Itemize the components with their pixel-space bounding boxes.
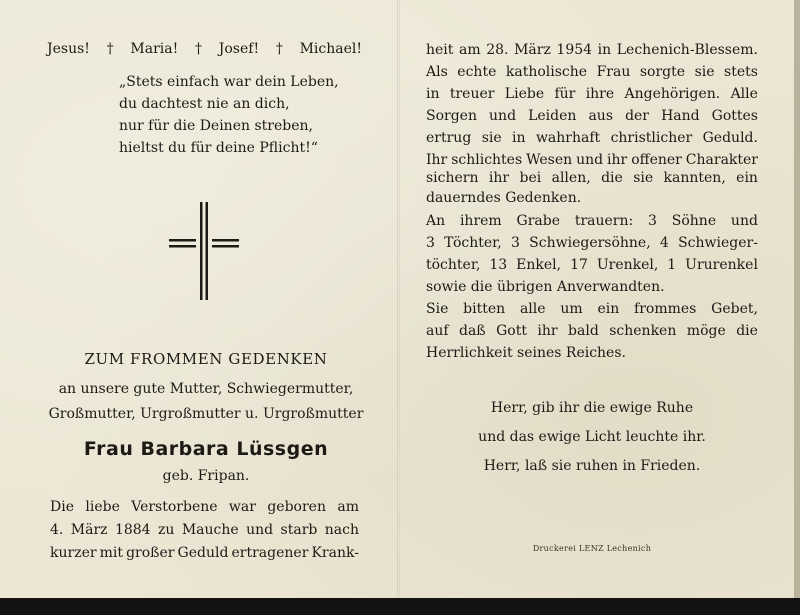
word: war: [228, 499, 256, 515]
text-line: [426, 258, 758, 272]
word: am: [337, 499, 359, 515]
word: wahrhaft: [535, 130, 601, 146]
word: in: [597, 42, 612, 58]
word: alle: [519, 301, 546, 317]
word: sie: [633, 170, 654, 186]
cross-icon: [169, 202, 239, 300]
word: töchter,: [426, 257, 481, 273]
text-line: [426, 236, 758, 250]
word: in: [426, 86, 440, 102]
word: trauern:: [574, 213, 634, 229]
word: großer: [126, 545, 175, 561]
word: Geduld: [177, 545, 229, 561]
word: allen,: [551, 170, 591, 186]
word: Sorgen: [426, 108, 477, 124]
card-fold: [397, 0, 400, 598]
text-line: [426, 214, 758, 228]
word: sie: [694, 64, 715, 80]
poem-line: „Stets einfach war dein Leben,: [119, 74, 339, 90]
word: Die: [50, 499, 74, 515]
word: Krank-: [311, 545, 359, 561]
word: katholische: [505, 64, 588, 80]
word: schlichtes: [451, 152, 523, 168]
word: sie: [481, 130, 502, 146]
word: um: [560, 301, 583, 317]
word: Enkel,: [516, 257, 562, 273]
word: offener: [631, 152, 682, 168]
word: 1954: [556, 42, 593, 58]
printer-imprint: Druckerei LENZ Lechenich: [532, 544, 652, 553]
word: 3: [426, 235, 435, 251]
dagger-icon: †: [275, 41, 283, 57]
word: Verstorbene: [131, 499, 218, 515]
prayer-line-1: Herr, gib ihr die ewige Ruhe: [490, 400, 694, 416]
word: März: [70, 522, 108, 538]
word: treuer: [449, 86, 495, 102]
word: ihr: [607, 152, 628, 168]
word: in: [512, 130, 526, 146]
word: Ihr: [426, 152, 448, 168]
word: für: [554, 86, 576, 102]
word: und: [246, 522, 274, 538]
word: ihre: [585, 86, 615, 102]
word: Ururenkel: [685, 257, 758, 273]
word: frommes: [634, 301, 697, 317]
memorial-heading: ZUM FROMMEN GEDENKEN: [84, 350, 328, 368]
word: 1: [667, 257, 677, 273]
word: ertrug: [426, 130, 472, 146]
word: Frau: [596, 64, 631, 80]
word: daß: [458, 323, 486, 339]
biography-last-line: dauerndes Gedenken.: [426, 190, 582, 206]
invocation-word: Josef!: [218, 41, 260, 57]
text-line: [426, 153, 758, 167]
dagger-icon: †: [106, 41, 114, 57]
word: Gottes: [711, 108, 758, 124]
word: 3: [511, 235, 520, 251]
text-line: [426, 65, 758, 79]
word: Als: [426, 64, 448, 80]
prayer-request-last-line: Herrlichkeit seines Reiches.: [426, 345, 626, 361]
word: christlicher: [610, 130, 693, 146]
invocation-word: Michael!: [299, 41, 362, 57]
word: sorgte: [639, 64, 686, 80]
invocation-line: [47, 42, 362, 56]
word: 1884: [114, 522, 151, 538]
word: ihr: [537, 323, 558, 339]
word: Alle: [730, 86, 758, 102]
text-line: [50, 546, 359, 560]
word: stets: [724, 64, 758, 80]
word: ihr: [488, 170, 510, 186]
word: 3: [648, 213, 657, 229]
word: und: [576, 152, 604, 168]
word: Gebet,: [711, 301, 758, 317]
word: bald: [568, 323, 599, 339]
word: starb: [280, 522, 318, 538]
text-line: [50, 523, 359, 537]
dagger-icon: †: [195, 41, 202, 57]
word: ertragener: [231, 545, 309, 561]
word: zu: [158, 522, 175, 538]
text-line: [50, 500, 359, 514]
word: An: [426, 213, 446, 229]
word: schenken: [609, 323, 677, 339]
word: März: [514, 42, 551, 58]
word: kannten,: [663, 170, 726, 186]
word: ein: [736, 170, 758, 186]
dedication-line-2: Großmutter, Urgroßmutter u. Urgroßmutter: [48, 406, 364, 422]
word: Söhne: [671, 213, 717, 229]
word: Schwiegersöhne,: [529, 235, 651, 251]
word: Charakter: [685, 152, 758, 168]
text-line: [426, 302, 758, 316]
word: sichern: [426, 170, 479, 186]
word: 4.: [50, 522, 64, 538]
word: ein: [597, 301, 620, 317]
word: Töchter,: [444, 235, 502, 251]
text-line: [426, 109, 758, 123]
word: echte: [457, 64, 497, 80]
prayer-line-2: und das ewige Licht leuchte ihr.: [478, 429, 706, 445]
word: 13: [489, 257, 508, 273]
word: Angehörigen.: [624, 86, 721, 102]
word: Urenkel,: [596, 257, 659, 273]
word: am: [459, 42, 481, 58]
word: Hand: [661, 108, 700, 124]
prayer-line-3: Herr, laß sie ruhen in Frieden.: [483, 458, 701, 474]
word: Leiden: [528, 108, 577, 124]
word: nach: [324, 522, 359, 538]
scan-background: [0, 598, 800, 615]
word: Grabe: [516, 213, 560, 229]
mourners-last-line: sowie die übrigen Anverwandten.: [426, 279, 665, 295]
text-line: [426, 43, 758, 57]
word: bei: [519, 170, 542, 186]
word: Wesen: [526, 152, 573, 168]
word: und: [489, 108, 517, 124]
word: Mauche: [181, 522, 239, 538]
word: Schwieger-: [678, 235, 758, 251]
word: Liebe: [504, 86, 545, 102]
invocation-word: Maria!: [130, 41, 179, 57]
word: aus: [588, 108, 614, 124]
text-line: [426, 324, 758, 338]
word: bitten: [463, 301, 506, 317]
word: Sie: [426, 301, 449, 317]
invocation-word: Jesus!: [47, 41, 90, 57]
word: mit: [99, 545, 123, 561]
word: auf: [426, 323, 449, 339]
word: heit: [426, 42, 454, 58]
word: ihrem: [459, 213, 502, 229]
poem-line: nur für die Deinen streben,: [119, 118, 313, 134]
word: möge: [686, 323, 726, 339]
text-line: [426, 87, 758, 101]
text-line: [426, 131, 758, 145]
word: kurzer: [50, 545, 97, 561]
word: und: [730, 213, 758, 229]
maiden-name: geb. Fripan.: [162, 468, 250, 484]
word: Geduld.: [702, 130, 758, 146]
word: 4: [659, 235, 669, 251]
poem-line: du dachtest nie an dich,: [119, 96, 290, 112]
word: Gott: [496, 323, 527, 339]
word: 28.: [486, 42, 509, 58]
word: 17: [570, 257, 588, 273]
poem-line: hieltst du für deine Pflicht!“: [119, 140, 318, 156]
word: Lechenich-Blessem.: [616, 42, 758, 58]
word: liebe: [85, 499, 120, 515]
word: die: [736, 323, 758, 339]
deceased-name: Frau Barbara Lüssgen: [83, 438, 329, 460]
word: die: [601, 170, 623, 186]
word: der: [625, 108, 650, 124]
word: geboren: [267, 499, 326, 515]
dedication-line-1: an unsere gute Mutter, Schwiegermutter,: [58, 381, 354, 397]
text-line: [426, 171, 758, 185]
